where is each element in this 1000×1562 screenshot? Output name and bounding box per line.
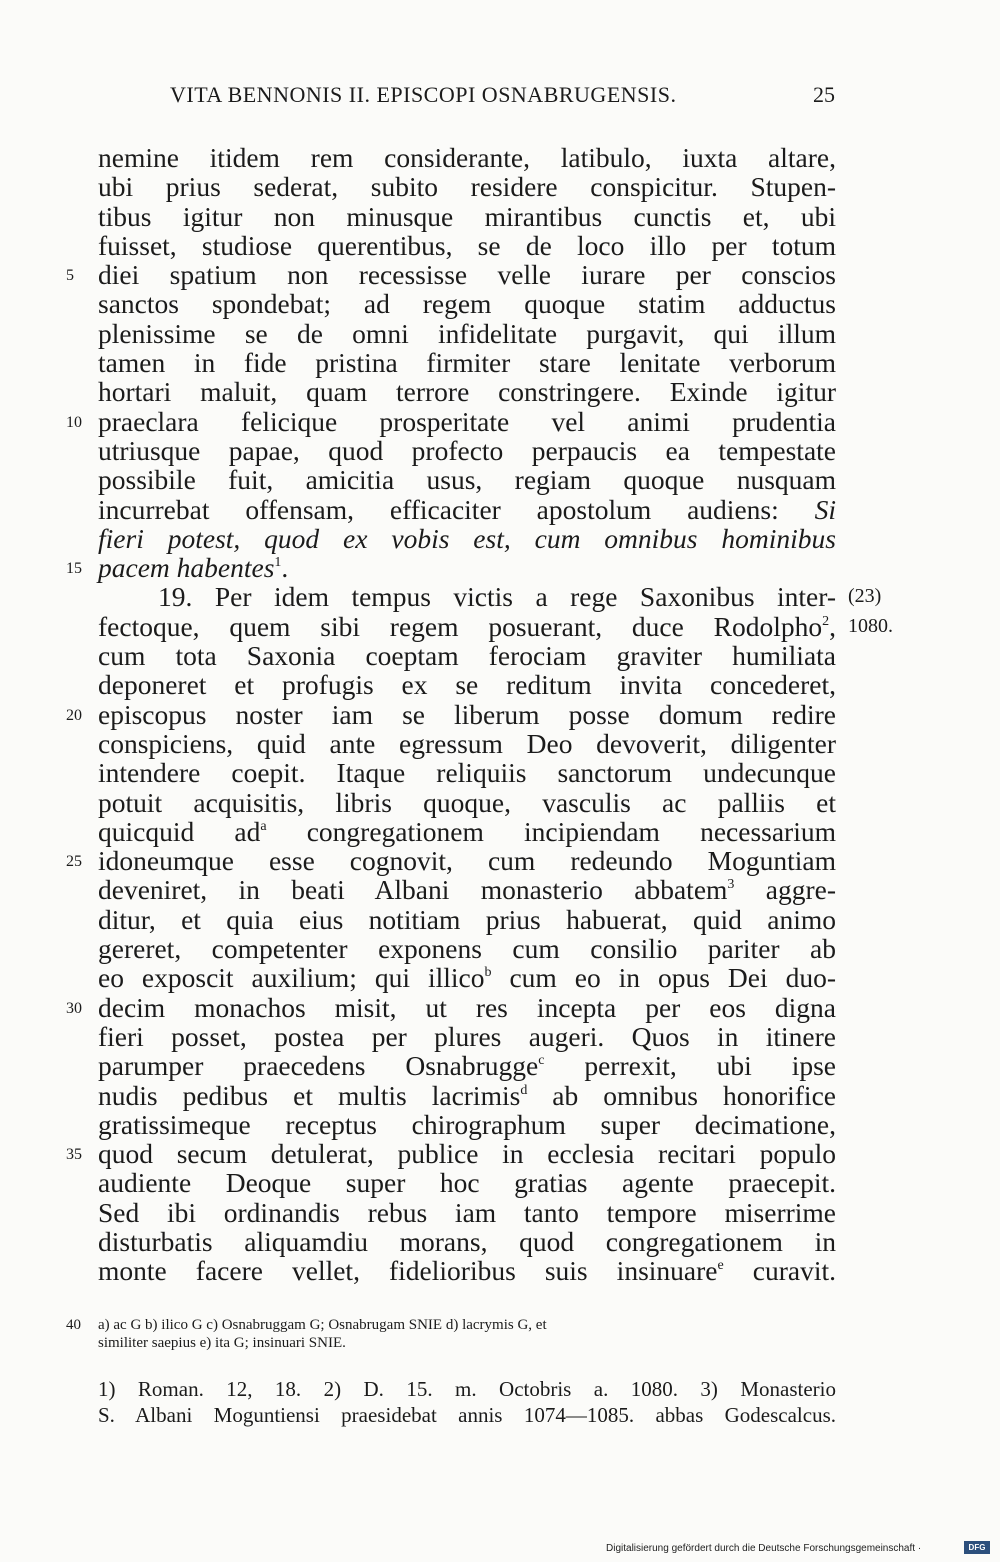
- line-number: 25: [66, 853, 82, 871]
- dfg-logo: DFG: [964, 1541, 990, 1554]
- line-text: [98, 1081, 836, 1110]
- line-number: 10: [66, 413, 82, 431]
- text-line: [0, 817, 1000, 846]
- text-line: [0, 172, 1000, 201]
- text-run: intendere coepit. Itaque reliquiis sanctorum undecunque: [98, 757, 836, 789]
- text-run: praeclara felicique prosperitate vel animi prudentia: [98, 405, 836, 437]
- text-line: [0, 231, 1000, 260]
- text-run: tamen in fide pristina firmiter stare lenitate verborum: [98, 347, 836, 379]
- footnote-line: S. Albani Moguntiensi praesidebat annis 1074—1085. abbas Godescalcus.: [98, 1403, 836, 1427]
- italic-text-run: fieri potest, quod ex vobis est, cum omnibus hominibus: [98, 522, 836, 554]
- footnote-mark: 3: [727, 877, 735, 893]
- line-text: [98, 817, 836, 846]
- text-line: [0, 846, 1000, 875]
- text-run: plenissime se de omni infidelitate purgavit, qui illum: [98, 317, 836, 349]
- text-line: [0, 788, 1000, 817]
- text-line: [0, 319, 1000, 348]
- line-text: [98, 1051, 836, 1080]
- line-text: [98, 1227, 836, 1256]
- text-line: [0, 1110, 1000, 1139]
- line-text: [98, 729, 836, 758]
- text-line: [0, 1139, 1000, 1168]
- text-line: [0, 260, 1000, 289]
- text-line: [0, 875, 1000, 904]
- text-run: Sed ibi ordinandis rebus iam tanto tempore miserrime: [98, 1196, 836, 1228]
- text-line: [0, 553, 1000, 582]
- text-run: fectoque, quem sibi regem posuerant, duce Rodolpho: [98, 610, 823, 642]
- line-number: 20: [66, 706, 82, 724]
- text-line: [0, 963, 1000, 992]
- text-run: 19. Per idem tempus victis a rege Saxonibus inter-: [158, 581, 836, 613]
- line-text: [98, 788, 836, 817]
- line-text: [98, 934, 836, 963]
- text-run: utriusque papae, quod profecto perpaucis ea tempestate: [98, 434, 836, 466]
- footer-credit: Digitalisierung gefördert durch die Deutsche Forschungsgemeinschaft ·: [606, 1543, 922, 1554]
- text-line: [0, 1022, 1000, 1051]
- text-line: [0, 524, 1000, 553]
- line-text: [98, 260, 836, 289]
- line-text: [98, 495, 836, 524]
- variant-note-text: a) ac G b) ilico G c) Osnabruggam G; Osnabrugam SNIE d) lacrymis G, et: [98, 1317, 547, 1333]
- text-line: [0, 1051, 1000, 1080]
- variant-note-line: [66, 1334, 866, 1352]
- margin-note: (23): [848, 585, 882, 608]
- variant-notes: [66, 1316, 866, 1352]
- text-run: diei spatium non recessisse velle iurare per conscios: [98, 259, 836, 291]
- line-text: [98, 875, 836, 904]
- text-run: cum eo in opus Dei duo-: [491, 962, 836, 994]
- variant-note-text: similiter saepius e) ita G; insinuari SNIE.: [98, 1335, 346, 1351]
- line-text: [98, 407, 836, 436]
- text-run: monte facere vellet, fidelioribus suis insinuare: [98, 1255, 718, 1287]
- line-text: [98, 1168, 836, 1197]
- footnote-mark: b: [484, 965, 492, 981]
- text-line: [0, 905, 1000, 934]
- line-text: [98, 377, 836, 406]
- line-text: [98, 846, 836, 875]
- footnote-mark: c: [538, 1053, 545, 1069]
- text-line: [0, 407, 1000, 436]
- footnote-mark: e: [717, 1258, 724, 1274]
- text-run: disturbatis aliquamdiu morans, quod congregationem in: [98, 1225, 836, 1257]
- text-run: quicquid ad: [98, 815, 261, 847]
- line-text: [98, 319, 836, 348]
- text-run: ab omnibus honorifice: [527, 1079, 836, 1111]
- text-run: cum tota Saxonia coeptam ferociam graviter humiliata: [98, 640, 836, 672]
- text-run: incurrebat offensam, efficaciter apostolum audiens:: [98, 493, 815, 525]
- text-run: conspiciens, quid ante egressum Deo devoverit, diligenter: [98, 727, 836, 759]
- line-text: [98, 524, 836, 553]
- footnote-mark: a: [260, 818, 267, 834]
- text-run: curavit.: [723, 1255, 836, 1287]
- line-text: [98, 993, 836, 1022]
- text-line: [0, 934, 1000, 963]
- line-text: [98, 553, 836, 582]
- line-text: [98, 465, 836, 494]
- text-line: [0, 465, 1000, 494]
- text-line: [0, 612, 1000, 641]
- text-line: [0, 729, 1000, 758]
- text-run: ditur, et quia eius notitiam prius habuerat, quid animo: [98, 903, 836, 935]
- line-text: [98, 1256, 836, 1285]
- text-run: perrexit, ubi ipse: [544, 1050, 836, 1082]
- text-run: decim monachos misit, ut res incepta per eos digna: [98, 991, 836, 1023]
- italic-text-run: Si: [814, 493, 836, 525]
- line-text: [98, 1198, 836, 1227]
- line-text: [98, 963, 836, 992]
- text-line: [0, 377, 1000, 406]
- line-text: [98, 612, 836, 641]
- line-text: [98, 905, 836, 934]
- footnote-line: 1) Roman. 12, 18. 2) D. 15. m. Octobris a. 1080. 3) Monasterio: [98, 1377, 836, 1401]
- text-run: gratissimeque receptus chirographum super decimatione,: [98, 1108, 836, 1140]
- footnotes: [98, 1376, 836, 1428]
- line-text: [98, 1110, 836, 1139]
- line-text: [98, 143, 836, 172]
- text-line: [0, 436, 1000, 465]
- line-number: 30: [66, 999, 82, 1017]
- text-line: [0, 1198, 1000, 1227]
- text-run: ubi prius sederat, subito residere conspicitur. Stupen-: [98, 171, 836, 203]
- text-line: [0, 495, 1000, 524]
- line-text: [98, 670, 836, 699]
- page-number: 25: [813, 82, 835, 107]
- footnote-mark: 1: [274, 555, 282, 571]
- text-run: episcopus noster iam se liberum posse domum redire: [98, 698, 836, 730]
- line-text: [98, 700, 836, 729]
- text-line: [0, 1168, 1000, 1197]
- line-text: [98, 289, 836, 318]
- line-number: 5: [66, 267, 74, 285]
- text-run: parumper praecedens Osnabrugge: [98, 1050, 539, 1082]
- text-line: [0, 700, 1000, 729]
- text-line: [0, 202, 1000, 231]
- line-text: [98, 348, 836, 377]
- text-line: [0, 1081, 1000, 1110]
- running-title: VITA BENNONIS II. EPISCOPI OSNABRUGENSIS.: [170, 82, 677, 107]
- text-line: [0, 348, 1000, 377]
- text-line: [0, 1256, 1000, 1285]
- text-run: audiente Deoque super hoc gratias agente praecepit.: [98, 1167, 836, 1199]
- text-run: potuit acquisitis, libris quoque, vasculis ac palliis et: [98, 786, 836, 818]
- line-text: [98, 1139, 836, 1168]
- text-run: eo exposcit auxilium; qui illico: [98, 962, 485, 994]
- italic-text-run: pacem habentes: [98, 552, 275, 584]
- text-run: hortari maluit, quam terrore constringere. Exinde igitur: [98, 376, 836, 408]
- text-run: possibile fuit, amicitia usus, regiam quoque nusquam: [98, 464, 836, 496]
- text-run: tibus igitur non minusque mirantibus cunctis et, ubi: [98, 200, 836, 232]
- line-text: [98, 436, 836, 465]
- line-text: [98, 758, 836, 787]
- text-line: [0, 582, 1000, 611]
- text-run: congregationem incipiendam necessarium: [266, 815, 836, 847]
- text-line: [0, 993, 1000, 1022]
- text-line: [0, 143, 1000, 172]
- line-number: 35: [66, 1146, 82, 1164]
- text-line: [0, 670, 1000, 699]
- text-run: fuisset, studiose querentibus, se de loco illo per totum: [98, 229, 836, 261]
- line-text: [98, 641, 836, 670]
- text-run: idoneumque esse cognovit, cum redeundo Moguntiam: [98, 845, 836, 877]
- running-header: [0, 82, 1000, 112]
- text-line: [0, 1227, 1000, 1256]
- text-run: nemine itidem rem considerante, latibulo, iuxta altare,: [98, 142, 836, 173]
- text-run: quod secum detulerat, publice in ecclesia recitari populo: [98, 1138, 836, 1170]
- footnote-mark: 2: [822, 613, 830, 629]
- main-text: [0, 143, 1000, 1286]
- text-line: [0, 289, 1000, 318]
- margin-note: 1080.: [848, 614, 893, 637]
- text-run: .: [281, 552, 289, 584]
- text-run: gereret, competenter exponens cum consilio pariter ab: [98, 933, 836, 965]
- text-line: [0, 641, 1000, 670]
- line-number: 15: [66, 560, 82, 578]
- line-number: 40: [66, 1317, 81, 1333]
- line-text: [158, 582, 836, 611]
- text-run: sanctos spondebat; ad regem quoque statim adductus: [98, 288, 836, 320]
- line-text: [98, 231, 836, 260]
- line-text: [98, 202, 836, 231]
- line-text: [98, 172, 836, 201]
- line-text: [98, 1022, 836, 1051]
- text-run: ,: [829, 610, 836, 642]
- text-line: [0, 758, 1000, 787]
- text-run: aggre-: [734, 874, 836, 906]
- text-run: deveniret, in beati Albani monasterio abbatem: [98, 874, 728, 906]
- variant-note-line: [66, 1316, 866, 1334]
- text-run: deponeret et profugis ex se reditum invita concederet,: [98, 669, 836, 701]
- footnote-mark: d: [520, 1082, 528, 1098]
- text-run: fieri posset, postea per plures augeri. Quos in itinere: [98, 1020, 836, 1052]
- text-run: nudis pedibus et multis lacrimis: [98, 1079, 521, 1111]
